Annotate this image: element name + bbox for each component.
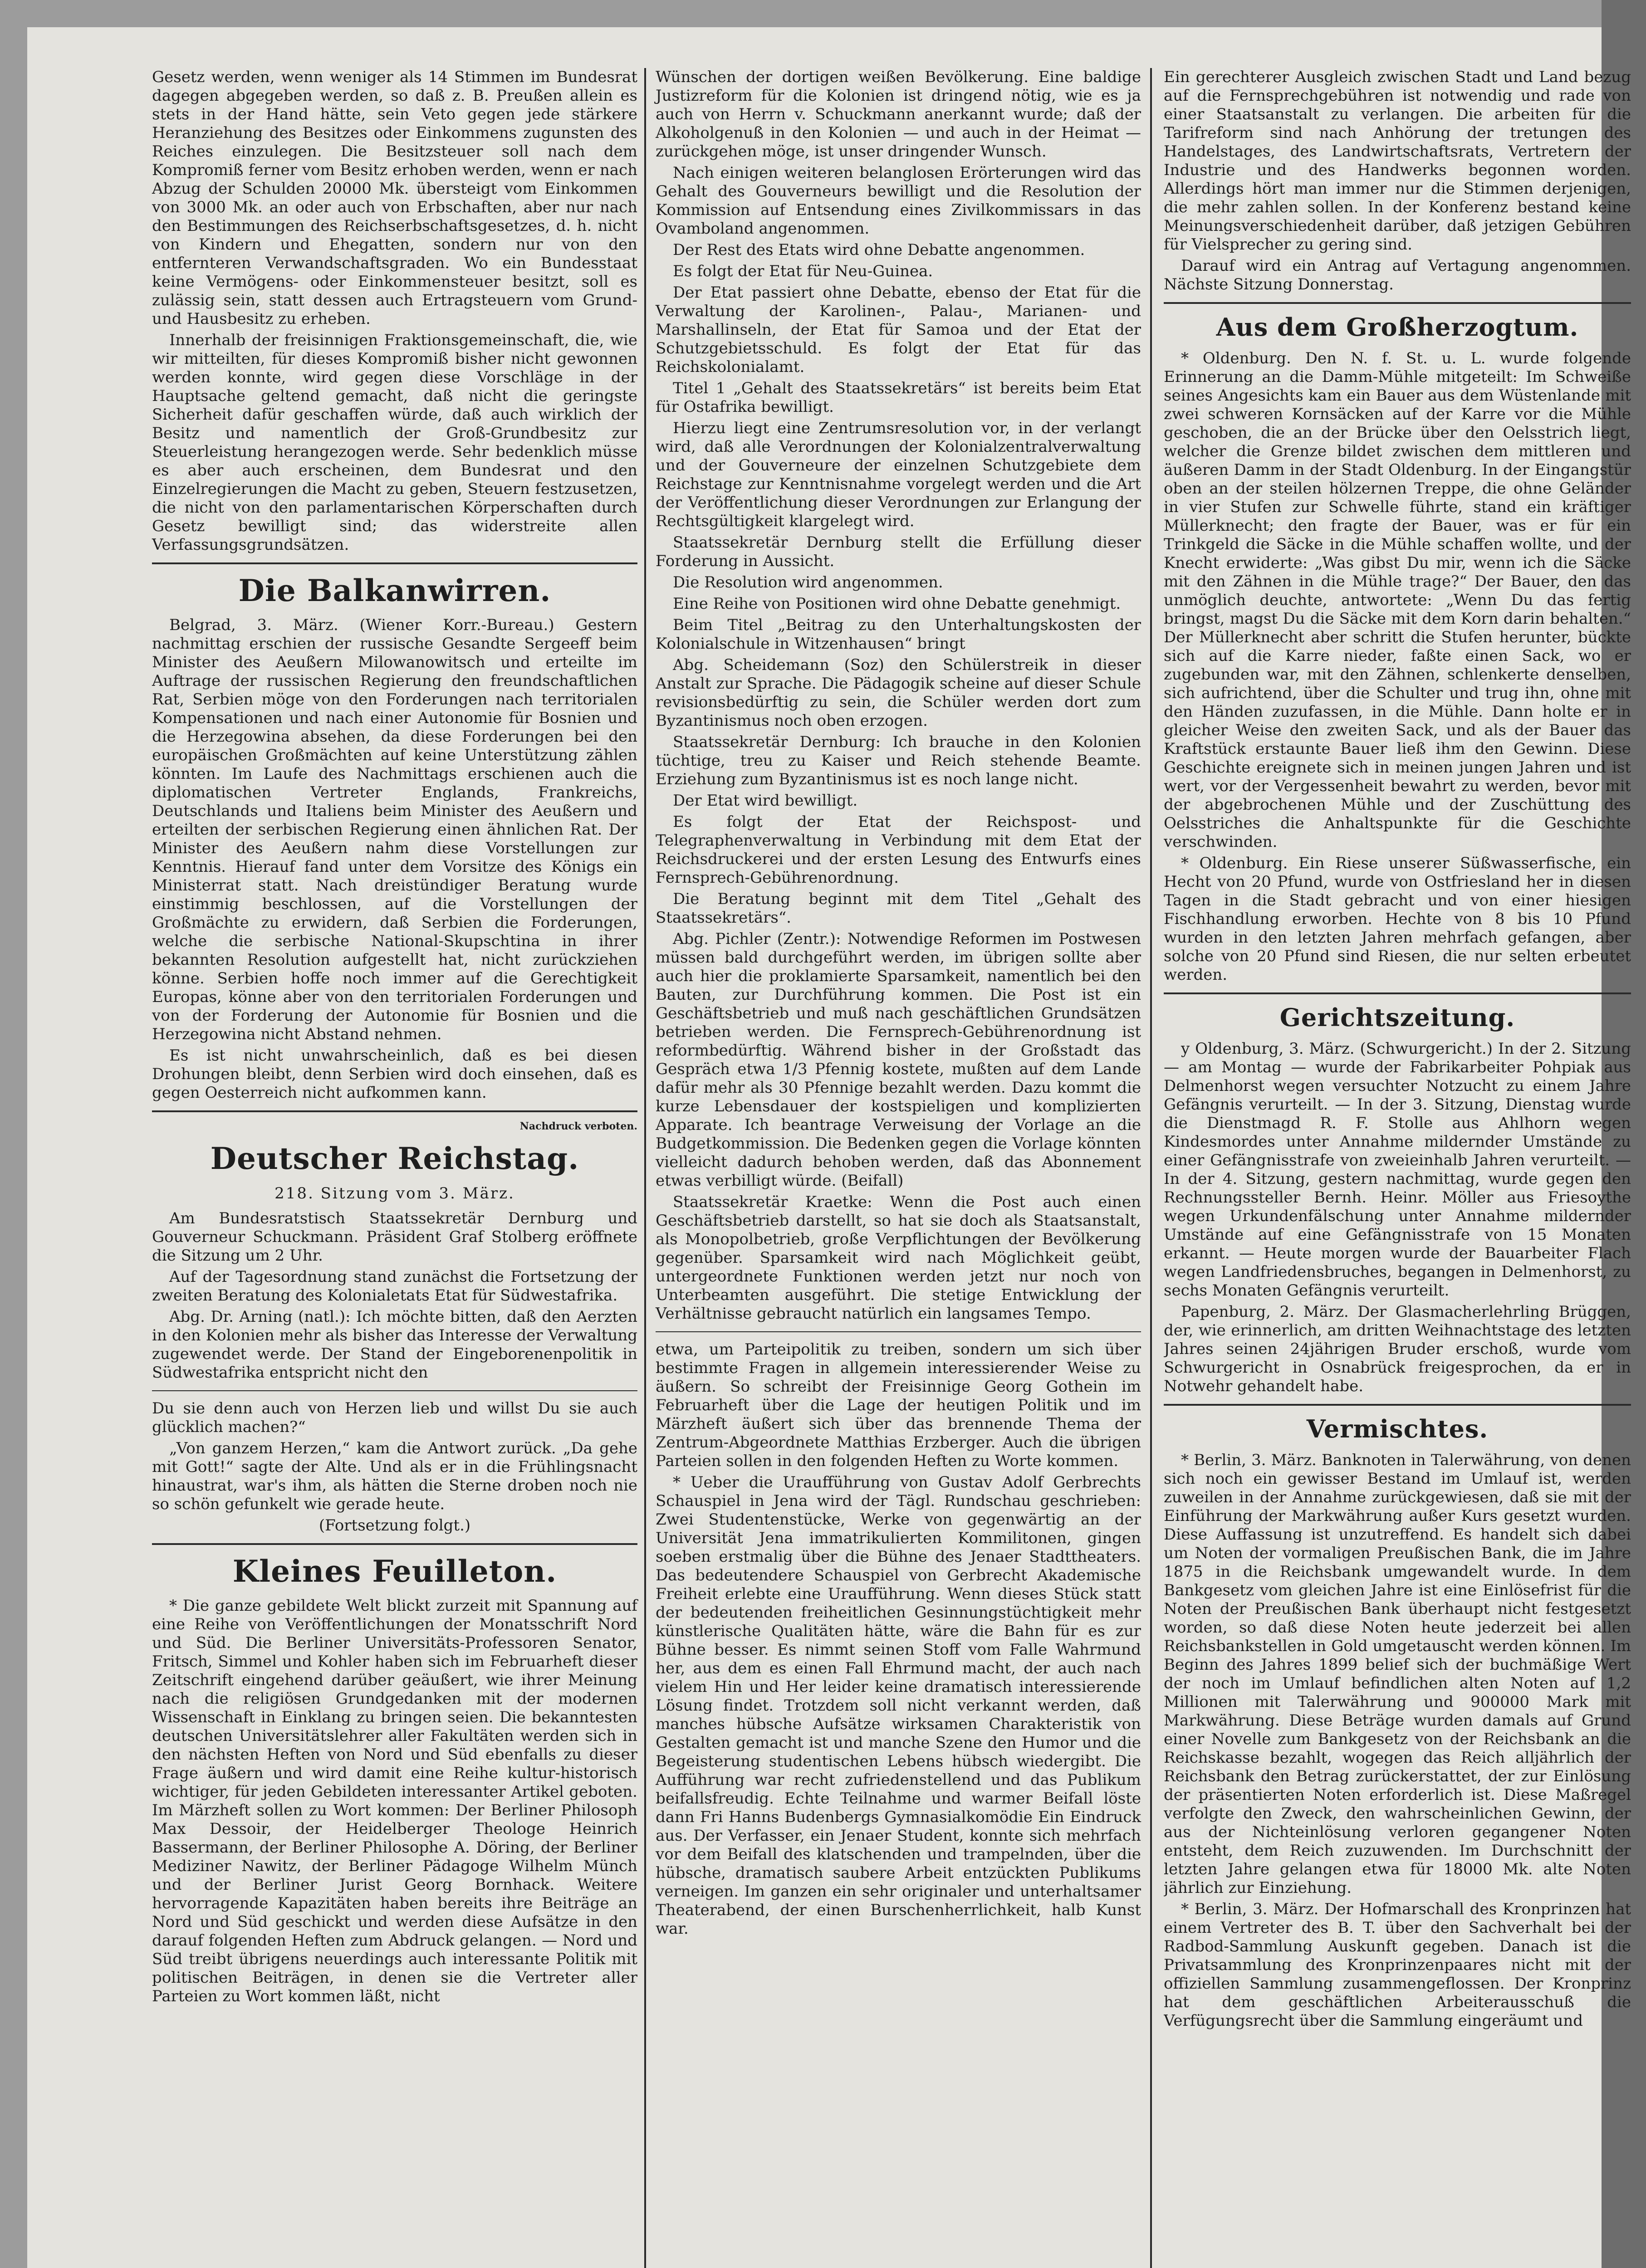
article-paragraph: Eine Reihe von Positionen wird ohne Debatte genehmigt. — [673, 595, 1121, 613]
article-paragraph: Der Rest des Etats wird ohne Debatte angenommen. — [673, 241, 1085, 259]
article-paragraph: Staatssekretär Kraetke: Wenn die Post auch einen Geschäftsbetrieb darstellt, so hat sie doch als Staatsanstalt, als Monopolbetrieb, große Verpflichtungen der Bevölkerung gegenüber. Sparsamkeit wird nach Möglichkeit geübt, untergeordnete Funktionen werden jetzt nur noch von Unterbeamten ausgeführt. Die stetige Entwicklung der Verhältnisse gebraucht natürlich ein langsames Tempo. — [656, 1193, 1141, 1323]
article-paragraph: Papenburg, 2. März. Der Glasmacherlehrling Brüggen, der, wie erinnerlich, am dritten Weihnachtstage des letzten Jahres seinen 24jährigen Bruder erschoß, wurde vom Schwurgericht in Osnabrück freigesprochen, da er in Notwehr gehandelt habe. — [1164, 1303, 1631, 1395]
article-paragraph: Der Etat passiert ohne Debatte, ebenso der Etat für die Verwaltung der Karolinen-, Palau-, Marianen- und Marshallinseln, der Etat für Samoa und der Etat der Schutzgebietsschuld. Es folgt der Etat für das Reichskolonialamt. — [656, 284, 1141, 376]
article-paragraph: * Berlin, 3. März. Banknoten in Talerwährung, von denen sich noch ein gewisser Bestand im Umlauf ist, werden zuweilen in der Annahme zurückgewiesen, daß sie mit der Einführung der Markwährung außer Kurs gesetzt wurden. Diese Auffassung ist unzutreffend. Es handelt sich dabei um Noten der vormaligen Preußischen Bank, die im Jahre 1875 in die Reichsbank umgewandelt wurde. In dem Bankgesetz vom gleichen Jahre ist eine Einlösefrist für die Noten der Preußischen Bank überhaupt nicht festgesetzt worden, so daß diese Noten heute jederzeit bei allen Reichsbankstellen in Gold umgetauscht werden können. Im Beginn des Jahres 1899 belief sich der buchmäßige Wert der noch im Umlauf befindlichen alten Noten auf 1,2 Millionen mit Talerwährung und 900000 Mark mit Markwährung. Diese Beträge wurden damals auf Grund einer Novelle zum Bankgesetz von der Reichsbank an die Reichskasse bezahlt, wogegen das Reich alljährlich der Reichsbank den Betrag zurückerstattet, der zur Einlösung der präsentierten Noten erforderlich ist. Diese Maßregel verfolgte den Zweck, den wahrscheinlichen Gewinn, der aus der Nichteinlösung verloren gegangener Noten entsteht, dem Reich zuzuwenden. Im Durchschnitt der letzten Jahre gelangen etwa für 18000 Mk. alte Noten jährlich zur Einziehung. — [1164, 1451, 1631, 1897]
article-paragraph: Die Resolution wird angenommen. — [673, 573, 943, 591]
article-paragraph: Darauf wird ein Antrag auf Vertagung angenommen. Nächste Sitzung Donnerstag. — [1164, 257, 1631, 293]
article-paragraph: Ein gerechterer Ausgleich zwischen Stadt und Land bezug auf die Fernsprechgebühren ist notwendig und rade von einer Staatsanstalt zu verlangen. Die arbeiten für die Tarifreform sind nach Anhörung der tretungen des Handelstages, des Landwirtschaftsrats, Vertretern der Industrie und des Handwerks begonnen worden. Allerdings hört man immer nur die Stimmen derjenigen, die mehr zahlen sollen. In der Konferenz bestand keine Meinungsverschiedenheit darüber, daß jetzigen Gebühren für Vielsprecher zu gering sind. — [1164, 68, 1631, 254]
column-rule — [1150, 68, 1152, 2268]
article-paragraph: * Oldenburg. Ein Riese unserer Süßwasserfische, ein Hecht von 20 Pfund, wurde von Ostfriesland her in diesen Tagen in die Stadt gebracht und von einer hiesigen Fischhandlung erworben. Hechte von 8 bis 10 Pfund wurden in den letzten Jahren mehrfach gefangen, aber solche von 20 Pfund sind Riesen, die nur selten erbeutet werden. — [1164, 854, 1631, 984]
article-paragraph: Die Beratung beginnt mit dem Titel „Gehalt des Staatssekretärs“. — [656, 890, 1141, 927]
article-paragraph: Es ist nicht unwahrscheinlich, daß es bei diesen Drohungen bleibt, denn Serbien wird doch einsehen, daß es gegen Oesterreich nicht aufkommen kann. — [152, 1046, 637, 1102]
column-middle — [656, 68, 1141, 1941]
article-paragraph: * Berlin, 3. März. Der Hofmarschall des Kronprinzen hat einem Vertreter des B. T. über den Sachverhalt bei der Radbod-Sammlung Auskunft gegeben. Danach ist die Privatsammlung des Kronprinzenpaares nicht mit der offiziellen Sammlung zusammengeflossen. Der Kronprinz hat dem geschäftlichen Arbeiterausschuß die Verfügungsrecht über die Sammlung eingeräumt und — [1164, 1900, 1631, 2030]
headline-gerichtszeitung: Gerichtszeitung. — [1279, 1003, 1515, 1032]
headline-grossherzogtum: Aus dem Großherzogtum. — [1216, 313, 1579, 342]
article-paragraph: Es folgt der Etat der Reichspost- und Telegraphenverwaltung in Verbindung mit dem Etat der Reichsdruckerei und der ersten Lesung des Entwurfs eines Fernsprech-Gebührenordnung. — [656, 813, 1141, 887]
column-right — [1164, 68, 1631, 2268]
article-paragraph: Am Bundesratstisch Staatssekretär Dernburg und Gouverneur Schuckmann. Präsident Graf Stolberg eröffnete die Sitzung um 2 Uhr. — [152, 1209, 637, 1265]
section-divider — [1164, 1404, 1631, 1406]
article-paragraph: Abg. Scheidemann (Soz) den Schülerstreik in dieser Anstalt zur Sprache. Die Pädagogik scheine auf dieser Schule revisionsbedürftig zu sein, die Schüler werden dort zum Byzantinismus noch oben erzogen. — [656, 656, 1141, 730]
section-divider — [1164, 302, 1631, 304]
article-paragraph: Staatssekretär Dernburg stellt die Erfüllung dieser Forderung in Aussicht. — [656, 533, 1141, 570]
article-paragraph: Der Etat wird bewilligt. — [673, 792, 858, 810]
article-paragraph: Beim Titel „Beitrag zu den Unterhaltungskosten der Kolonialschule in Witzenhausen“ bringt — [656, 616, 1141, 653]
session-subtitle: 218. Sitzung vom 3. März. — [274, 1184, 515, 1202]
article-paragraph: Nach einigen weiteren belanglosen Erörterungen wird das Gehalt des Gouverneurs bewilligt und die Resolution der Kommission auf Entsendung eines Zivilkommissars in das Ovamboland angenommen. — [656, 164, 1141, 238]
headline-reichstag: Deutscher Reichstag. — [210, 1141, 579, 1176]
article-paragraph: Innerhalb der freisinnigen Fraktionsgemeinschaft, die, wie wir mitteilten, für dieses Kompromiß bisher nicht gewonnen werden konnte, wird gegen diese Vorschläge in der Hauptsache geltend gemacht, daß nicht die geringste Sicherheit dafür geschaffen würde, daß auch wirklich der Besitz und namentlich der Groß-Grundbesitz zur Steuerleistung herangezogen werde. Sehr bedenklich müsse es aber auch erscheinen, dem Bundesrat und den Einzelregierungen die Macht zu geben, Steuern festzusetzen, die nicht von den parlamentarischen Körperschaften durch Gesetz bewilligt sind; das widerstreite allen Verfassungsgrundsätzen. — [152, 331, 637, 554]
headline-vermischtes: Vermischtes. — [1306, 1414, 1489, 1443]
article-paragraph: Belgrad, 3. März. (Wiener Korr.-Bureau.) Gestern nachmittag erschien der russische Gesandte Sergeeff beim Minister des Aeußern Milowanowitsch und erteilte im Auftrage der russischen Regierung den freundschaftlichen Rat, Serbien möge von den Forderungen nach territorialen Kompensationen und nach einer Autonomie für Bosnien und die Herzegowina absehen, da diese Forderungen bei den europäischen Großmächten auf keine Unterstützung zählen könnten. Im Laufe des Nachmittags erschienen auch die diplomatischen Vertreter Englands, Frankreichs, Deutschlands und Italiens beim Minister des Aeußern und erteilten der serbischen Regierung einen ähnlichen Rat. Der Minister des Aeußern nahm diese Vorstellungen zur Kenntnis. Hierauf fand unter dem Vorsitze des Königs ein Ministerrat statt. Nach dreistündiger Beratung wurde einstimmig beschlossen, auf die Vorstellungen der Großmächte zu erwidern, daß Serbien die Forderungen, welche die serbische National-Skupschtina in ihrer bekannten Resolution aufgestellt hat, nicht zurückziehen könne. Serbien hoffe noch immer auf die Gerechtigkeit Europas, könne aber von den territorialen Forderungen und von der Forderung der Autonomie für Bosnien und die Herzegowina nicht Abstand nehmen. — [152, 616, 637, 1043]
section-divider — [152, 1543, 637, 1545]
article-paragraph: Staatssekretär Dernburg: Ich brauche in den Kolonien tüchtige, treu zu Kaiser und Reich stehende Beamte. Erziehung zum Byzantinismus ist es noch lange nicht. — [656, 733, 1141, 788]
article-paragraph: Hierzu liegt eine Zentrumsresolution vor, in der verlangt wird, daß alle Verordnungen der Kolonialzentralverwaltung und der Gouverneure der einzelnen Schutzgebiete dem Reichstage zur Kenntnisnahme vorgelegt werden und die Art der Veröffentlichung dieser Verordnungen zur Erlangung der Rechtsgültigkeit klargelegt wird. — [656, 419, 1141, 530]
article-paragraph: Es folgt der Etat für Neu-Guinea. — [673, 262, 933, 280]
serial-paragraph: „Von ganzem Herzen,“ kam die Antwort zurück. „Da gehe mit Gott!“ sagte der Alte. Und als er in die Frühlingsnacht hinaustrat, war's ihm, als hätten die Sterne droben noch nie so schön gefunkelt wie gerade heute. — [152, 1439, 637, 1513]
reprint-notice: Nachdruck verboten. — [519, 1120, 637, 1132]
article-paragraph: Abg. Dr. Arning (natl.): Ich möchte bitten, daß den Aerzten in den Kolonien mehr als bisher das Interesse der Verwaltung zugewendet werde. Der Stand der Eingeborenenpolitik in Südwestafrika entspricht nicht den — [152, 1308, 637, 1382]
headline-feuilleton: Kleines Feuilleton. — [232, 1554, 557, 1589]
serial-paragraph: Du sie denn auch von Herzen lieb und willst Du sie auch glücklich machen?“ — [152, 1399, 637, 1436]
article-paragraph: Wünschen der dortigen weißen Bevölkerung. Eine baldige Justizreform für die Kolonien ist dringend nötig, wie es ja auch von Herrn v. Schuckmann anerkannt wurde; daß der Alkoholgenuß in den Kolonien — und auch in der Heimat — zurückgehen möge, ist unser dringender Wunsch. — [656, 68, 1141, 161]
headline-balkan: Die Balkanwirren. — [238, 573, 551, 608]
article-paragraph: Auf der Tagesordnung stand zunächst die Fortsetzung der zweiten Beratung des Kolonialetats Etat für Südwestafrika. — [152, 1268, 637, 1305]
serial-continuation: (Fortsetzung folgt.) — [318, 1516, 471, 1535]
article-paragraph: Gesetz werden, wenn weniger als 14 Stimmen im Bundesrat dagegen abgegeben werden, so daß z. B. Preußen allein es stets in der Hand hätte, sein Veto gegen jede stärkere Heranziehung des Besitzes oder Einkommens zugunsten des Reiches einzulegen. Die Besitzsteuer soll nach dem Kompromiß ferner vom Besitz erhoben werden, wenn er nach Abzug der Schulden 20000 Mk. übersteigt vom Einkommen von 3000 Mk. an oder auch von Erbschaften, aber nur nach den Bestimmungen des Reichserbschaftsgesetzes, d. h. nicht von Kindern und Ehegatten, sondern nur von den entfernteren Verwandschaftsgraden. Wo ein Bundesstaat keine Vermögens- oder Einkommensteuer besitzt, soll es zulässig sein, statt dessen auch Ertragsteuern vom Grund- und Hausbesitz zu erheben. — [152, 68, 637, 328]
article-paragraph: Abg. Pichler (Zentr.): Notwendige Reformen im Postwesen müssen bald durchgeführt werden, im übrigen sollte aber auch hier die proklamierte Sparsamkeit, namentlich bei den Bauten, zur Durchführung kommen. Die Post ist ein Geschäftsbetrieb und muß nach geschäftlichen Grundsätzen betrieben werden. Die Fernsprech-Gebührenordnung ist reformbedürftig. Während bisher in der Großstadt das Gespräch etwa 1/3 Pfennig kostete, mußten auf dem Lande dafür mehr als 30 Pfennige bezahlt werden. Dazu kommt die kurze Lebensdauer der kostspieligen und komplizierten Apparate. Ich beantrage Verweisung der Vorlage an die Budgetkommission. Die Bedenken gegen die Vorlage könnten vielleicht dadurch behoben werden, daß das Abonnement etwas verbilligt würde. (Beifall) — [656, 930, 1141, 1190]
article-paragraph: * Oldenburg. Den N. f. St. u. L. wurde folgende Erinnerung an die Damm-Mühle mitgeteilt: Im Schweiße seines Angesichts kam ein Bauer aus dem Wüstenlande mit zwei schweren Kornsäcken auf der Karre vor die Mühle geschoben, die an der Brücke über den Oelsstrich liegt, welcher die Grenze bildet zwischen dem mittleren und äußeren Damm in der Stadt Oldenburg. In der Eingangstür oben an der steilen hölzernen Treppe, die ohne Geländer in vier Stufen zur Schwelle führte, stand ein kräftiger Müllerknecht; den fragte der Bauer, was er für ein Trinkgeld die Säcke in die Mühle schaffen wollte, und der Knecht erwiderte: „Was gibst Du mir, wenn ich die Säcke mit den Zähnen in die Mühle trage?“ Der Bauer, den das unmöglich deuchte, antwortete: „Wenn Du das fertig bringst, magst Du die Säcke mit dem Korn darin behalten.“ Der Müllerknecht aber schritt die Stufen herunter, bückte sich auf die Karre nieder, faßte einen Sack, wo er zugebunden war, mit den Zähnen, schlenkerte denselben, sich aufrichtend, über die Schulter und trug ihn, ohne mit den Händen zuzufassen, in die Mühle. Dann holte er in gleicher Weise den zweiten Sack, und als der Bauer das Kraftstück erstaunte Bauer ließ ihm den Gewinn. Diese Geschichte ereignete sich in meinen jungen Jahren und ist wert, vor der Vergessenheit bewahrt zu werden, bevor mit der abgebrochenen Mühle und der Zuschüttung des Oelsstriches die Anhaltspunkte für die Geschichte verschwinden. — [1164, 349, 1631, 851]
article-paragraph: * Ueber die Uraufführung von Gustav Adolf Gerbrechts Schauspiel in Jena wird der Tägl. Rundschau geschrieben: Zwei Studentenstücke, Werke von gegenwärtig an der Universität Jena immatrikulierten Kommilitonen, gingen soeben erstmalig über die Bühne des Jenaer Stadttheaters. Das bedeutendere Schauspiel von Gerbrecht Akademische Freiheit erlebte eine Uraufführung. Wenn dieses Stück statt der bedeutenden freiheitlichen Gesinnungstüchtigkeit mehr künstlerische Qualitäten hätte, wäre die Bahn für es zur Bühne besser. Es nimmt seinen Stoff vom Falle Wahrmund her, aus dem es einen Fall Ehrmund macht, der auch nach vielem Hin und Her leider keine dramatisch interessierende Lösung findet. Trotzdem soll nicht verkannt werden, daß manches hübsche Aufsätze wirksamen Charakteristik von Gestalten gemacht ist und manche Szene den Humor und die Begeisterung studentischen Lebens hübsch wiedergibt. Die Aufführung war recht zufriedenstellend und das Publikum beifallsfreudig. Echte Teilnahme und warmer Beifall löste dann Fri Hanns Budenbergs Gymnasialkomödie Ein Eindruck aus. Der Verfasser, ein Jenaer Student, konnte sich mehrfach vor dem Beifall des klatschenden und trampelnden, über die hübsche, dramatisch saubere Arbeit entzückten Publikums verneigen. Im ganzen ein sehr originaler und unterhaltsamer Theaterabend, der einen Burschenherrlichkeit, halb Kunst war. — [656, 1473, 1141, 1938]
article-paragraph: etwa, um Parteipolitik zu treiben, sondern um sich über bestimmte Fragen in allgemein interessierender Weise zu äußern. So schreibt der Freisinnige Georg Gothein im Februarheft über die Lage der heutigen Politik und im Märzheft äußert sich über das brennende Thema der Zentrum-Abgeordnete Matthias Erzberger. Auch die übrigen Parteien sollen in den folgenden Heften zu Worte kommen. — [656, 1340, 1141, 1470]
section-divider — [152, 1110, 637, 1112]
article-paragraph: y Oldenburg, 3. März. (Schwurgericht.) In der 2. Sitzung — am Montag — wurde der Fabrikarbeiter Pohpiak aus Delmenhorst wegen versuchter Notzucht zu einem Jahre Gefängnis verurteilt. — In der 3. Sitzung, Dienstag wurde die Dienstmagd R. F. Stolle aus Ahlhorn wegen Kindesmordes unter Annahme mildernder Umstände zu einer Gefängnisstrafe von zweieinhalb Jahren verurteilt. — In der 4. Sitzung, gestern nachmittag, wurde gegen den Rechnungssteller Bernh. Heinr. Möller aus Friesoythe wegen Urkundenfälschung unter Annahme mildernder Umstände auf eine Gefängnisstrafe von 15 Monaten erkannt. — Heute morgen wurde der Bauarbeiter Flach wegen Landfriedensbruches, begangen in Delmenhorst, zu sechs Monaten Gefängnis verurteilt. — [1164, 1040, 1631, 1300]
column-left — [152, 68, 637, 2009]
section-divider — [152, 1390, 637, 1391]
column-rule — [644, 68, 646, 2268]
section-divider — [1164, 992, 1631, 994]
section-divider — [152, 562, 637, 564]
article-paragraph: Titel 1 „Gehalt des Staatssekretärs“ ist bereits beim Etat für Ostafrika bewilligt. — [656, 379, 1141, 416]
section-divider — [656, 1331, 1141, 1332]
article-paragraph: * Die ganze gebildete Welt blickt zurzeit mit Spannung auf eine Reihe von Veröffentlichungen der Monatsschrift Nord und Süd. Die Berliner Universitäts-Professoren Senator, Fritsch, Simmel und Kohler haben sich im Februarheft dieser Zeitschrift eingehend darüber geäußert, wie ihrer Meinung nach die religiösen Grundgedanken mit der modernen Wissenschaft in Einklang zu bringen seien. Die bekanntesten deutschen Universitätslehrer aller Fakultäten werden sich in den nächsten Heften von Nord und Süd ebenfalls zu dieser Frage äußern und wird damit eine Reihe kultur-historisch wichtiger, für jeden Gebildeten interessanter Artikel geboten. Im Märzheft sollen zu Wort kommen: Der Berliner Philosoph Max Dessoir, der Heidelberger Theologe Heinrich Bassermann, der Berliner Philosophe A. Döring, der Berliner Mediziner Nawitz, der Berliner Pädagoge Wilhelm Münch und der Berliner Jurist Georg Bornhack. Weitere hervorragende Kapazitäten haben bereits ihre Beiträge an Nord und Süd geschickt und werden diese Aufsätze in den darauf folgenden Heften zum Abdruck gelangen. — Nord und Süd treibt übrigens neuerdings auch interessante Politik mit politischen Beiträgen, in denen sie die Vertreter aller Parteien zu Wort kommen läßt, nicht — [152, 1597, 637, 2005]
